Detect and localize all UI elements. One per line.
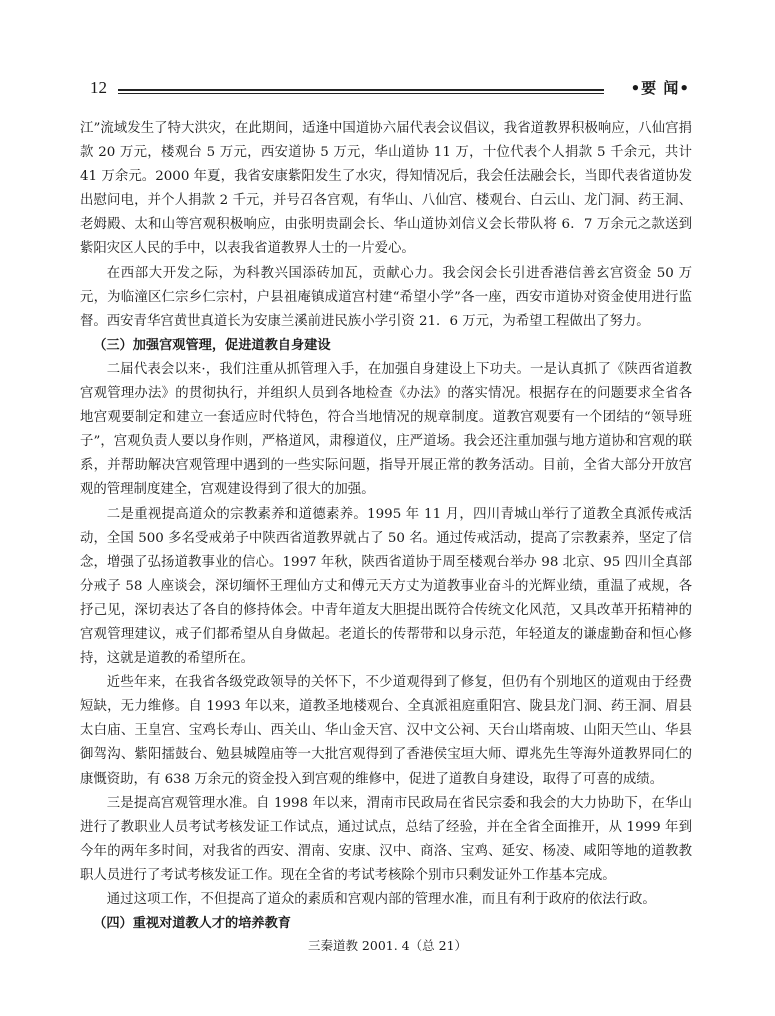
page-number: 12 xyxy=(90,78,107,97)
paragraph-management-rules: 二届代表会以来·，我们注重从抓管理入手，在加强自身建设上下功夫。一是认真抓了《陕西省道教宫观管理办法》的贯彻执行，并组织人员到各地检查《办法》的落实情况。根据存在的问题要求全省各地宫观要制定和建立一套适应时代特色，符合当地情况的规章制度。道教宫观要有一个团结的“领导班子”，宫观负责人要以身作则，严格道风，肃穆道仪，庄严道场。我会还注重加强与地方道协和宫观的联系，并帮助解决宫观管理中遇到的一些实际问题，指导开展正常的教务活动。目前，全省大部分开放宫观的管理制度建全，宫观建设得到了很大的加强。 xyxy=(80,361,692,498)
paragraph-hope-schools: 在西部大开发之际，为科教兴国添砖加瓦，贡献心力。我会闵会长引进香港信善玄宫资金 50 万元，为临潼区仁宗乡仁宗村，户县祖庵镇成道宫村建“希望小学”各一座，西安市道协对资金使用进行监督。西安青华宫黄世真道长为安康兰溪前进民族小学引资 21．6 万元，为希望工程做出了努力。 xyxy=(80,265,692,329)
section-name: •要 闻• xyxy=(630,79,690,97)
header-rule xyxy=(118,89,604,94)
paragraph-temple-repair: 近些年来，在我省各级党政领导的关怀下，不少道观得到了修复，但仍有个别地区的道观由于经费短缺，无力维修。自 1993 年以来，道教圣地楼观台、全真派祖庭重阳宫、陇县龙门洞、药王洞、眉县太白庙、王皇宫、宝鸡长寿山、西关山、华山金天宫、汉中文公祠、天台山塔南坡、山阳天竺山、华县御驾沟、紫阳擂鼓台、勉县城隍庙等一大批宫观得到了香港侯宝垣大师、谭兆先生等海外道教界同仁的康慨资助，有 638 万余元的资金投入到宫观的维修中，促进了道教自身建设，取得了可喜的成绩。 xyxy=(80,675,692,787)
page-footer xyxy=(0,938,775,954)
journal-issue: 三秦道教 2001. 4（总 21） xyxy=(307,938,468,953)
subheading-temple-management: （三）加强宫观管理，促进道教自身建设 xyxy=(93,337,331,353)
paragraph-flood-relief: 江”流域发生了特大洪灾，在此期间，适逢中国道协六届代表会议倡议，我省道教界积极响应，八仙宫捐款 20 万元，楼观台 5 万元，西安道协 5 万元，华山道协 11 万，十位代表个人捐款 5 千余元，共计 41 万余元。2000 年夏，我省安康紫阳发生了水灾，得知情况后，我会任法融会长，当即代表省道协发出慰问电，并个人捐款 2 千元，并号召各宫观，有华山、八仙宫、楼观台、白云山、龙门洞、药王洞、老姆殿、太和山等宫观积极响应，由张明贵副会长、华山道协刘信义会长带队将 6．7 万余元之款送到紫阳灾区人民的手中，以表我省道教界人士的一片爱心。 xyxy=(80,121,692,257)
page-header xyxy=(90,78,690,100)
subheading-talent-training: （四）重视对道教人才的培养教育 xyxy=(93,916,291,932)
paragraph-certification: 三是提高宫观管理水准。自 1998 年以来，渭南市民政局在省民宗委和我会的大力协助下，在华山进行了教职业人员考试考核发证工作试点，通过试点，总结了经验，并在全省全面推开，从 1999 年到今年的两年多时间，对我省的西安、渭南、安康、汉中、商洛、宝鸡、延安、杨凌、咸阳等地的道教教职人员进行了考试考核发证工作。现在全省的考试考核除个别市只剩发证外工作基本完成。 xyxy=(80,795,692,883)
article-body xyxy=(80,117,692,936)
paragraph-summary: 通过这项工作，不但提高了道众的素质和宫观内部的管理水准，而且有利于政府的依法行政。 xyxy=(106,892,656,907)
paragraph-religious-quality: 二是重视提高道众的宗教素养和道德素养。1995 年 11 月，四川青城山举行了道教全真派传戒活动，全国 500 多名受戒弟子中陕西省道教界就占了 50 名。通过传戒活动，提高了宗教素养，坚定了信念，增强了弘扬道教事业的信心。1997 年秋，陕西省道协于周至楼观台举办 98 北京、95 四川全真部分戒子 58 人座谈会，深切缅怀王理仙方丈和傅元天方丈为道教事业奋斗的光辉业绩，重温了戒规，各抒己见，深切表达了各自的修持体会。中青年道友大胆提出既符合传统文化风范，又具改革开拓精神的宫观管理建议，戒子们都希望从自身做起。老道长的传帮带和以身示范，年轻道友的谦虚勤奋和恒心修持，这就是道教的希望所在。 xyxy=(80,506,692,667)
